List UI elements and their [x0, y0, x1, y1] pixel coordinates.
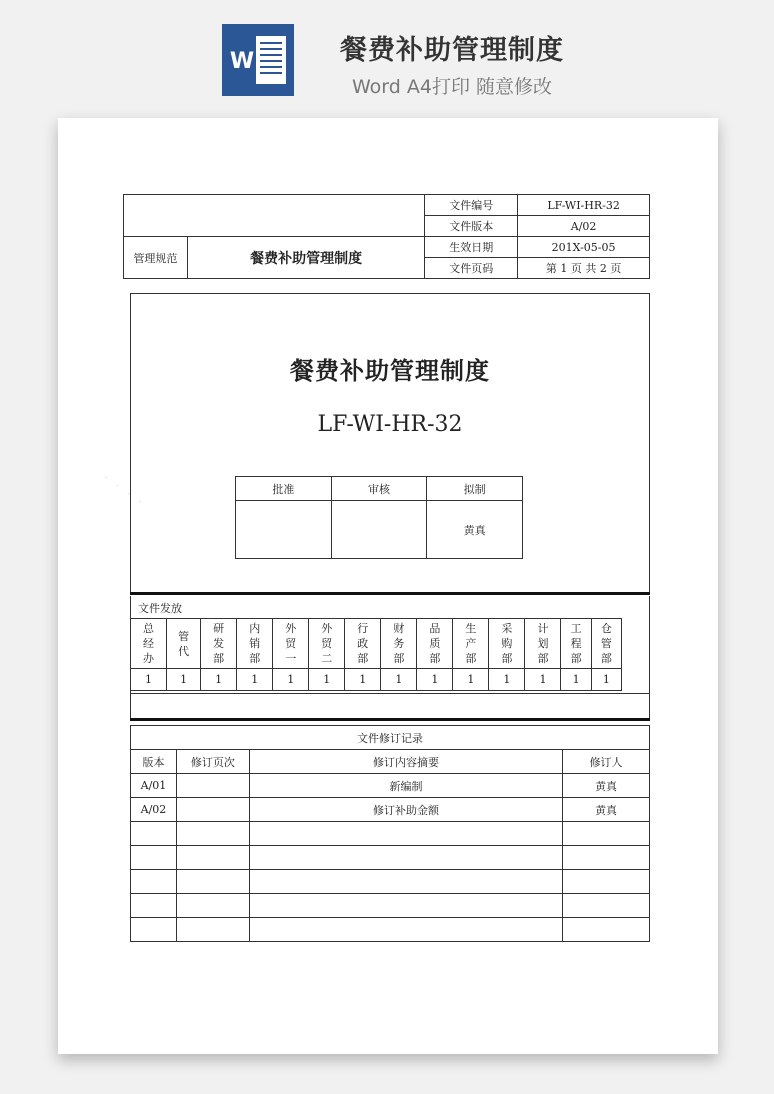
- table-row: [131, 894, 650, 918]
- revision-header: 版本: [131, 750, 177, 774]
- revision-cell: [176, 774, 249, 798]
- logo-letter: W: [229, 49, 255, 74]
- revision-cell: [249, 846, 562, 870]
- revision-cell: 新编制: [249, 774, 562, 798]
- revision-cell: 黄真: [563, 798, 650, 822]
- header-title: 餐费补助管理制度: [187, 237, 425, 279]
- revision-cell: A/01: [131, 774, 177, 798]
- header-value: 第 1 页 共 2 页: [518, 258, 650, 279]
- table-row: [131, 822, 650, 846]
- revision-cell: 黄真: [563, 774, 650, 798]
- approval-header: 审核: [331, 477, 427, 501]
- approval-value: 黄真: [427, 501, 523, 559]
- header-value: 201X-05-05: [518, 237, 650, 258]
- section-divider: [130, 592, 650, 595]
- department-name: 外 贸 一: [273, 619, 309, 669]
- banner-title: 餐费补助管理制度: [340, 35, 564, 66]
- revision-cell: [176, 918, 249, 942]
- word-icon: [222, 24, 294, 96]
- department-name: 采 购 部: [489, 619, 525, 669]
- revision-title: 文件修订记录: [131, 726, 650, 750]
- department-count: 1: [561, 669, 591, 691]
- revision-header: 修订内容摘要: [249, 750, 562, 774]
- revision-cell: [563, 846, 650, 870]
- department-count: 1: [201, 669, 237, 691]
- department-name: 计 划 部: [525, 619, 561, 669]
- revision-cell: [131, 822, 177, 846]
- revision-cell: [249, 822, 562, 846]
- revision-cell: [131, 870, 177, 894]
- revision-cell: [176, 846, 249, 870]
- table-row: [131, 918, 650, 942]
- revision-cell: [176, 822, 249, 846]
- revision-cell: [563, 918, 650, 942]
- revision-cell: [176, 894, 249, 918]
- department-count: 1: [345, 669, 381, 691]
- department-name: 生 产 部: [453, 619, 489, 669]
- approval-value: [236, 501, 332, 559]
- department-count: 1: [417, 669, 453, 691]
- department-count: 1: [489, 669, 525, 691]
- department-name: 品 质 部: [417, 619, 453, 669]
- department-name: 行 政 部: [345, 619, 381, 669]
- header-category: 管理规范: [124, 237, 188, 279]
- revision-cell: [563, 894, 650, 918]
- department-name: 仓 管 部: [591, 619, 621, 669]
- department-name: 研 发 部: [201, 619, 237, 669]
- approval-header: 拟制: [427, 477, 523, 501]
- department-name: 总 经 办: [131, 619, 167, 669]
- document-code: LF-WI-HR-32: [317, 412, 463, 437]
- banner-subtitle: Word A4打印 随意修改: [351, 76, 552, 98]
- distribution-table: [130, 618, 622, 691]
- revision-cell: [249, 918, 562, 942]
- watermark: · · · ·: [95, 466, 150, 515]
- header-table: [123, 194, 650, 279]
- department-count: 1: [381, 669, 417, 691]
- approval-header: 批准: [236, 477, 332, 501]
- revision-cell: 修订补助金额: [249, 798, 562, 822]
- revision-header: 修订人: [563, 750, 650, 774]
- distribution-label: 文件发放: [138, 602, 182, 615]
- revision-header: 修订页次: [176, 750, 249, 774]
- header-value: A/02: [518, 216, 650, 237]
- header-value: LF-WI-HR-32: [518, 195, 650, 216]
- header-label: 生效日期: [425, 237, 518, 258]
- department-name: 内 销 部: [237, 619, 273, 669]
- revision-cell: [131, 846, 177, 870]
- revision-cell: [176, 870, 249, 894]
- revision-cell: A/02: [131, 798, 177, 822]
- table-row: [131, 774, 650, 798]
- document-page: [58, 118, 718, 1054]
- department-count: 1: [591, 669, 621, 691]
- distribution-bottom-line: [130, 693, 650, 694]
- header-label: 文件编号: [425, 195, 518, 216]
- revision-cell: [176, 798, 249, 822]
- table-row: [131, 870, 650, 894]
- department-count: 1: [237, 669, 273, 691]
- department-name: 外 贸 二: [309, 619, 345, 669]
- section-divider: [130, 718, 650, 721]
- department-count: 1: [309, 669, 345, 691]
- department-name: 工 程 部: [561, 619, 591, 669]
- revision-cell: [131, 894, 177, 918]
- revision-cell: [249, 870, 562, 894]
- approval-value: [331, 501, 427, 559]
- department-name: 财 务 部: [381, 619, 417, 669]
- revision-cell: [131, 918, 177, 942]
- header-label: 文件页码: [425, 258, 518, 279]
- revision-cell: [563, 822, 650, 846]
- table-row: [131, 846, 650, 870]
- cover-box: [130, 293, 650, 593]
- department-count: 1: [273, 669, 309, 691]
- department-count: 1: [131, 669, 167, 691]
- table-row: [131, 798, 650, 822]
- revision-cell: [249, 894, 562, 918]
- department-count: 1: [453, 669, 489, 691]
- department-count: 1: [167, 669, 201, 691]
- banner: [0, 0, 774, 112]
- revision-table: [130, 725, 650, 942]
- header-label: 文件版本: [425, 216, 518, 237]
- approval-table: [235, 476, 523, 559]
- department-count: 1: [525, 669, 561, 691]
- department-name: 管 代: [167, 619, 201, 669]
- revision-cell: [563, 870, 650, 894]
- document-title: 餐费补助管理制度: [290, 356, 490, 385]
